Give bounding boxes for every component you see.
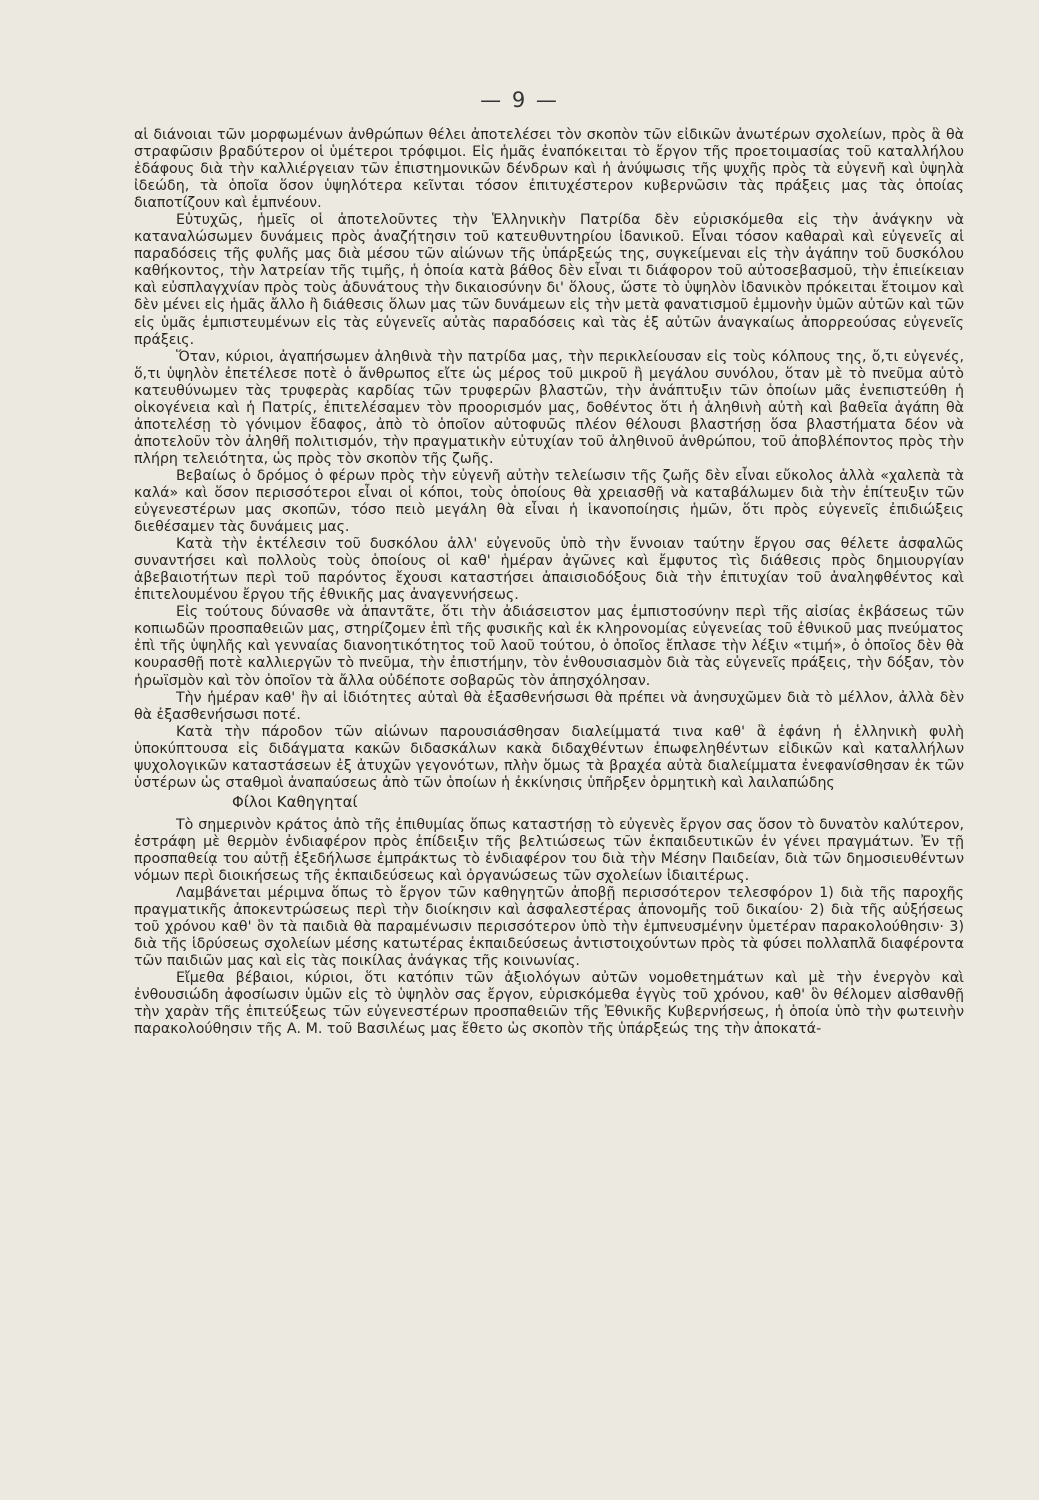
section-heading: Φίλοι Καθηγηταί: [232, 792, 358, 811]
paragraph: Τὴν ἡμέραν καθ' ἣν αἱ ἰδιότητες αὐταὶ θὰ ἐξασθενήσωσι θὰ πρέπει νὰ ἀνησυχῶμεν διὰ τὸ μέλλον, ἀλλὰ δὲν θὰ ἐξασθενήσωσι ποτέ.: [134, 689, 964, 723]
paragraph: Τὸ σημερινὸν κράτος ἀπὸ τῆς ἐπιθυμίας ὅπως καταστήσῃ τὸ εὐγενὲς ἔργον σας ὅσον τὸ δυνατὸν καλύτερον, ἐστράφη μὲ θερμὸν ἐνδιαφέρον πρὸς ἐπίδειξιν τῆς βελτιώσεως τῶν ἐκπαιδευτικῶν ἐν γένει πραγμάτων. Ἐν τῇ προσπαθείᾳ του αὐτῇ ἐξεδήλωσε ἐμπράκτως τὸ ἐνδιαφέρον του διὰ τὴν Μέσην Παιδείαν, διὰ τῶν δημοσιευθέντων νόμων περὶ διοικήσεως τῆς ἐκπαιδεύσεως καὶ ὀργανώσεως τῶν σχολείων ἰδιαιτέρως.: [134, 816, 964, 884]
paragraph: Εὐτυχῶς, ἡμεῖς οἱ ἀποτελοῦντες τὴν Ἑλληνικὴν Πατρίδα δὲν εὑρισκόμεθα εἰς τὴν ἀνάγκην νὰ καταναλώσωμεν δυνάμεις πρὸς ἀναζήτησιν τοῦ κατευθυντηρίου ἰδανικοῦ. Εἶναι τόσον καθαραὶ καὶ εὐγενεῖς αἱ παραδόσεις τῆς φυλῆς μας διὰ μέσου τῶν αἰώνων τῆς ὑπάρξεώς της, συγκείμεναι εἰς τὴν ἀγάπην τοῦ δυσκόλου καθήκοντος, τὴν λατρείαν τῆς τιμῆς, ἡ ὁποία κατὰ βάθος δὲν εἶναι τι διάφορον τοῦ αὐτοσεβασμοῦ, τὴν ἐπιείκειαν καὶ εὐσπλαγχνίαν πρὸς τοὺς ἀδυνάτους τὴν δικαιοσύνην δι' ὅλους, ὥστε τὸ ὑψηλὸν ἰδανικὸν πρόκειται ἕτοιμον καὶ δὲν μένει εἰς ἡμᾶς ἄλλο ἢ διάθεσις ὅλων μας τῶν δυνάμεων εἰς τὴν μετὰ φανατισμοῦ ἐμμονὴν ὑμῶν αὐτῶν καὶ τῶν εἰς ὑμᾶς ἐμπιστευμένων εἰς τὰς εὐγενεῖς αὐτὰς παραδόσεις καὶ τὰς ἐξ αὐτῶν ἀναγκαίως ἀπορρεούσας εὐγενεῖς πράξεις.: [134, 212, 964, 348]
paragraph: Εἰς τούτους δύνασθε νὰ ἀπαντᾶτε, ὅτι τὴν ἀδιάσειστον μας ἐμπιστοσύνην περὶ τῆς αἰσίας ἐκβάσεως τῶν κοπιωδῶν προσπαθειῶν μας, στηρίζομεν ἐπὶ τῆς φυσικῆς καὶ ἐκ κληρονομίας εὐγενείας τοῦ ἐθνικοῦ μας πνεύματος ἐπὶ τῆς ὑψηλῆς καὶ γενναίας διανοητικότητος τοῦ λαοῦ τούτου, ὁ ὁποῖος ἔπλασε τὴν λέξιν «τιμή», ὁ ὁποῖος δὲν θὰ κουρασθῇ ποτὲ καλλιεργῶν τὸ πνεῦμα, τὴν ἐπιστήμην, τὸν ἐνθουσιασμὸν διὰ τὰς εὐγενεῖς πράξεις, τὴν δόξαν, τὸν ἡρωϊσμὸν καὶ τὸν ὁποῖον τὰ ἄλλα οὐδέποτε σοβαρῶς τὸν ἀπησχόλησαν.: [134, 604, 964, 689]
page-number: — 9 —: [480, 88, 559, 112]
body-text: [134, 127, 964, 1038]
paragraph: Λαμβάνεται μέριμνα ὅπως τὸ ἔργον τῶν καθηγητῶν ἀποβῇ περισσότερον τελεσφόρον 1) διὰ τῆς παροχῆς πραγματικῆς ἀποκεντρώσεως περὶ τὴν διοίκησιν καὶ ἀσφαλεστέρας ἀπονομῆς τοῦ δικαίου· 2) διὰ τῆς αὐξήσεως τοῦ χρόνου καθ' ὃν τὰ παιδιὰ θὰ παραμένωσιν περισσότερον ὑπὸ τὴν ἐμπνευσμένην ὑμετέραν παρακολούθησιν· 3) διὰ τῆς ἱδρύσεως σχολείων μέσης κατωτέρας ἐκπαιδεύσεως ἀντιστοιχούντων πρὸς τὰ φύσει πολλαπλᾶ διαφέροντα τῶν παιδιῶν μας καὶ εἰς τὰς ποικίλας ἀνάγκας τῆς κοινωνίας.: [134, 885, 964, 970]
paragraph: Εἴμεθα βέβαιοι, κύριοι, ὅτι κατόπιν τῶν ἀξιολόγων αὐτῶν νομοθετημάτων καὶ μὲ τὴν ἐνεργὸν καὶ ἐνθουσιώδη ἀφοσίωσιν ὑμῶν εἰς τὸ ὑψηλὸν σας ἔργον, εὑρισκόμεθα ἐγγὺς τοῦ χρόνου, καθ' ὃν θέλομεν αἰσθανθῇ τὴν χαρὰν τῆς ἐπιτεύξεως τῶν εὐγενεστέρων προσπαθειῶν τῆς Ἐθνικῆς Κυβερνήσεως, ἡ ὁποία ὑπὸ τὴν φωτεινὴν παρακολούθησιν τῆς Α. Μ. τοῦ Βασιλέως μας ἔθετο ὡς σκοπὸν τῆς ὑπάρξεώς της τὴν ἀποκατά-: [134, 970, 964, 1038]
paragraph: αἱ διάνοιαι τῶν μορφωμένων ἀνθρώπων θέλει ἀποτελέσει τὸν σκοπὸν τῶν εἰδικῶν ἀνωτέρων σχολείων, πρὸς ἃ θὰ στραφῶσιν βραδύτερον οἱ ὑμέτεροι τρόφιμοι. Εἰς ἡμᾶς ἐναπόκειται τὸ ἔργον τῆς προετοιμασίας τοῦ καταλλήλου ἐδάφους διὰ τὴν καλλιέργειαν τῶν ἐπιστημονικῶν δένδρων καὶ ἡ ἀνύψωσις τῆς ψυχῆς πρὸς τὰ εὐγενῆ καὶ ὑψηλὰ ἰδεώδη, τὰ ὁποῖα ὅσον ὑψηλότερα κεῖνται τόσον ἐπιτυχέστερον κυβερνῶσιν τὰς πράξεις μας τὰς ὁποίας διαποτίζουν καὶ ἐμπνέουν.: [134, 127, 964, 212]
paragraph: Βεβαίως ὁ δρόμος ὁ φέρων πρὸς τὴν εὐγενῆ αὐτὴν τελείωσιν τῆς ζωῆς δὲν εἶναι εὔκολος ἀλλὰ «χαλεπὰ τὰ καλά» καὶ ὅσον περισσότεροι εἶναι οἱ κόποι, τοὺς ὁποίους θὰ χρειασθῇ νὰ καταβάλωμεν διὰ τὴν ἐπίτευξιν τῶν εὐγενεστέρων μας σκοπῶν, τόσο πειὸ μεγάλη θὰ εἶναι ἡ ἱκανοποίησις ἡμῶν, ὅτι πρὸς εὐγενεῖς ἐπιδιώξεις διεθέσαμεν τὰς δυνάμεις μας.: [134, 467, 964, 536]
paragraph: Κατὰ τὴν ἐκτέλεσιν τοῦ δυσκόλου ἀλλ' εὐγενοῦς ὑπὸ τὴν ἔννοιαν ταύτην ἔργου σας θέλετε ἀσφαλῶς συναντήσει καὶ πολλοὺς τοὺς ὁποίους οἱ καθ' ἡμέραν ἀγῶνες καὶ ἔμφυτος τὶς διάθεσις πρὸς δημιουργίαν ἀβεβαιοτήτων περὶ τοῦ παρόντος ἔχουσι καταστήσει ἀπαισιοδόξους διὰ τὴν ἐπιτυχίαν τοῦ ἀναληφθέντος καὶ ἐπιτελουμένου ἔργου τῆς ἐθνικῆς μας ἀναγεννήσεως.: [134, 536, 964, 604]
paragraph: Ὅταν, κύριοι, ἀγαπήσωμεν ἀληθινὰ τὴν πατρίδα μας, τὴν περικλείουσαν εἰς τοὺς κόλπους της, ὅ,τι εὐγενές, ὅ,τι ὑψηλὸν ἐπετέλεσε ποτὲ ὁ ἄνθρωπος εἴτε ὡς μέρος τοῦ μικροῦ ἢ μεγάλου συνόλου, ὅταν μὲ τὸ πνεῦμα αὐτὸ κατευθύνωμεν τὰς τρυφερὰς καρδίας τῶν τρυφερῶν βλαστῶν, τὴν ἀνάπτυξιν τῶν ὁποίων μᾶς ἐνεπιστεύθη ἡ οἰκογένεια καὶ ἡ Πατρίς, ἐπιτελέσαμεν τὸν προορισμόν μας, δοθέντος ὅτι ἡ ἀληθινὴ αὐτὴ καὶ βαθεῖα ἀγάπη θὰ ἀποτελέσῃ τὸ γόνιμον ἔδαφος, ἀπὸ τὸ ὁποῖον αὐτοφυῶς πλέον θέλουσι βλαστήσῃ ὅσα βλαστήματα δέον νὰ ἀποτελοῦν τὸν ἀληθῆ πολιτισμόν, τὴν πραγματικὴν εὐτυχίαν τοῦ ἀληθινοῦ ἀνθρώπου, τοῦ ἀποβλέποντος πρὸς τὴν πλήρη τελειότητα, ὡς πρὸς τὸν σκοπὸν τῆς ζωῆς.: [134, 348, 964, 467]
paragraph: Κατὰ τὴν πάροδον τῶν αἰώνων παρουσιάσθησαν διαλείμματά τινα καθ' ἃ ἐφάνη ἡ ἑλληνικὴ φυλὴ ὑποκύπτουσα εἰς διδάγματα κακῶν διδασκάλων κακὰ διδαχθέντων ἐπωφεληθέντων εἰδικῶν καὶ καταλλήλων ψυχολογικῶν καταστάσεων ἐξ ἀτυχῶν γεγονότων, πλὴν ὅμως τὰ βραχέα αὐτὰ διαλείμματα ἐνεφανίσθησαν ἐκ τῶν ὑστέρων ὡς σταθμοὶ ἀναπαύσεως ἀπὸ τῶν ὁποίων ἡ ἐκκίνησις ὑπῆρξεν ὁρμητικὴ καὶ λαιλαπώδης: [134, 723, 964, 791]
